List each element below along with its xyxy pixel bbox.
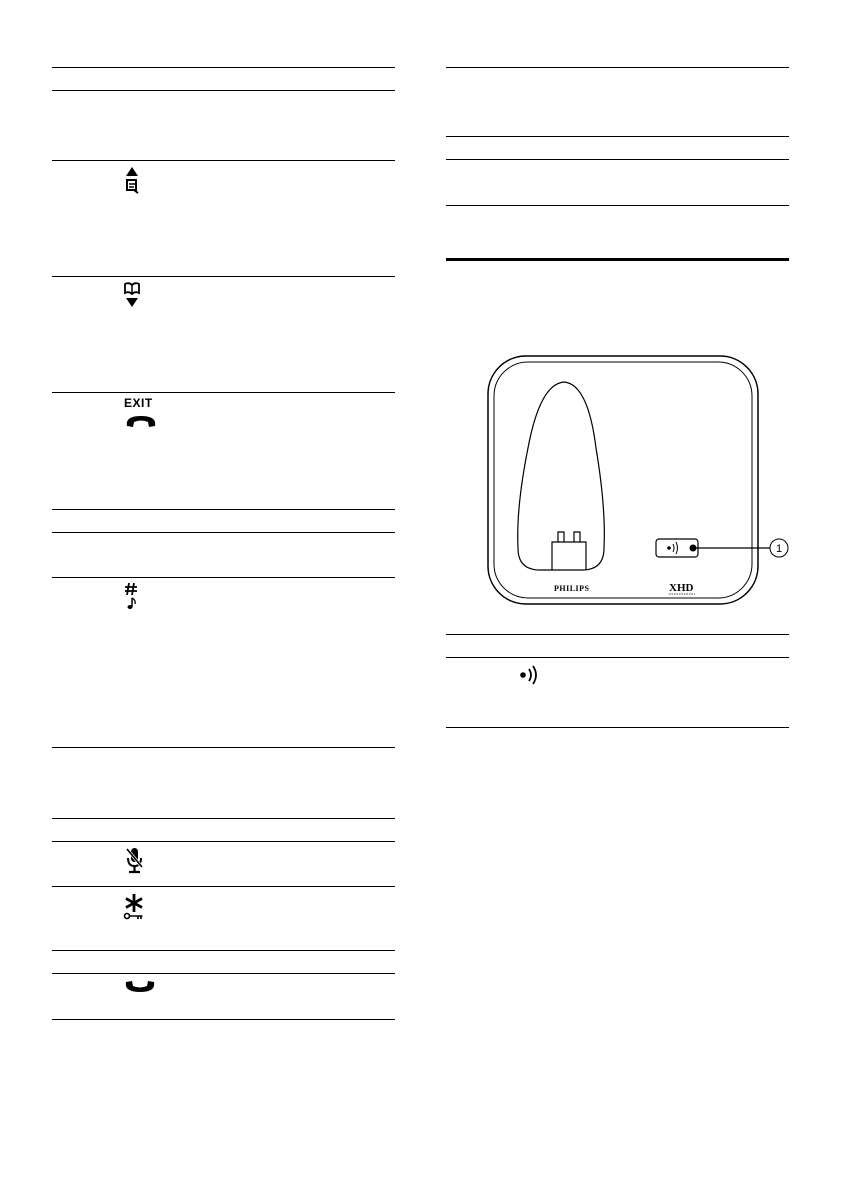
talk-call-icon: [123, 979, 157, 995]
philips-logo: PHILIPS: [554, 584, 590, 593]
left-table-row-divider: [52, 950, 395, 951]
right-lower-table-top-rule: [446, 634, 789, 635]
right-lower-table-header-rule: [446, 657, 789, 658]
left-table-row-divider: [52, 818, 395, 819]
left-table-row-divider: [52, 841, 395, 842]
left-table-row-divider: [52, 747, 395, 748]
star-keylock-icon: [123, 893, 145, 921]
right-table-top-rule: [446, 67, 789, 68]
right-table-bottom-rule: [446, 205, 789, 206]
left-table-row-divider: [52, 532, 395, 533]
right-table-row-divider: [446, 136, 789, 137]
exit-label: EXIT: [124, 396, 153, 410]
exit-end-call-icon: [124, 396, 158, 429]
section-heading-rule: [446, 258, 789, 261]
left-table-bottom-rule: [52, 1019, 395, 1020]
left-table-row-divider: [52, 392, 395, 393]
base-station-illustration: [470, 340, 800, 615]
left-table-row-divider: [52, 886, 395, 887]
up-arrow-redial-icon: [124, 166, 140, 196]
left-table-top-rule: [52, 67, 395, 68]
hash-ringer-icon: [124, 582, 140, 612]
right-lower-table-bottom-rule: [446, 727, 789, 728]
xhd-logo: XHD: [669, 582, 694, 594]
left-table-row-divider: [52, 276, 395, 277]
left-table-row-divider: [52, 509, 395, 510]
callout-number: 1: [775, 543, 783, 555]
left-table-row-divider: [52, 160, 395, 161]
paging-icon: [519, 664, 543, 686]
right-table-row-divider: [446, 159, 789, 160]
left-table-header-rule: [52, 90, 395, 91]
left-table-row-divider: [52, 973, 395, 974]
left-table-row-divider: [52, 577, 395, 578]
microphone-mute-icon: [123, 846, 145, 876]
phonebook-down-arrow-icon: [123, 281, 141, 309]
